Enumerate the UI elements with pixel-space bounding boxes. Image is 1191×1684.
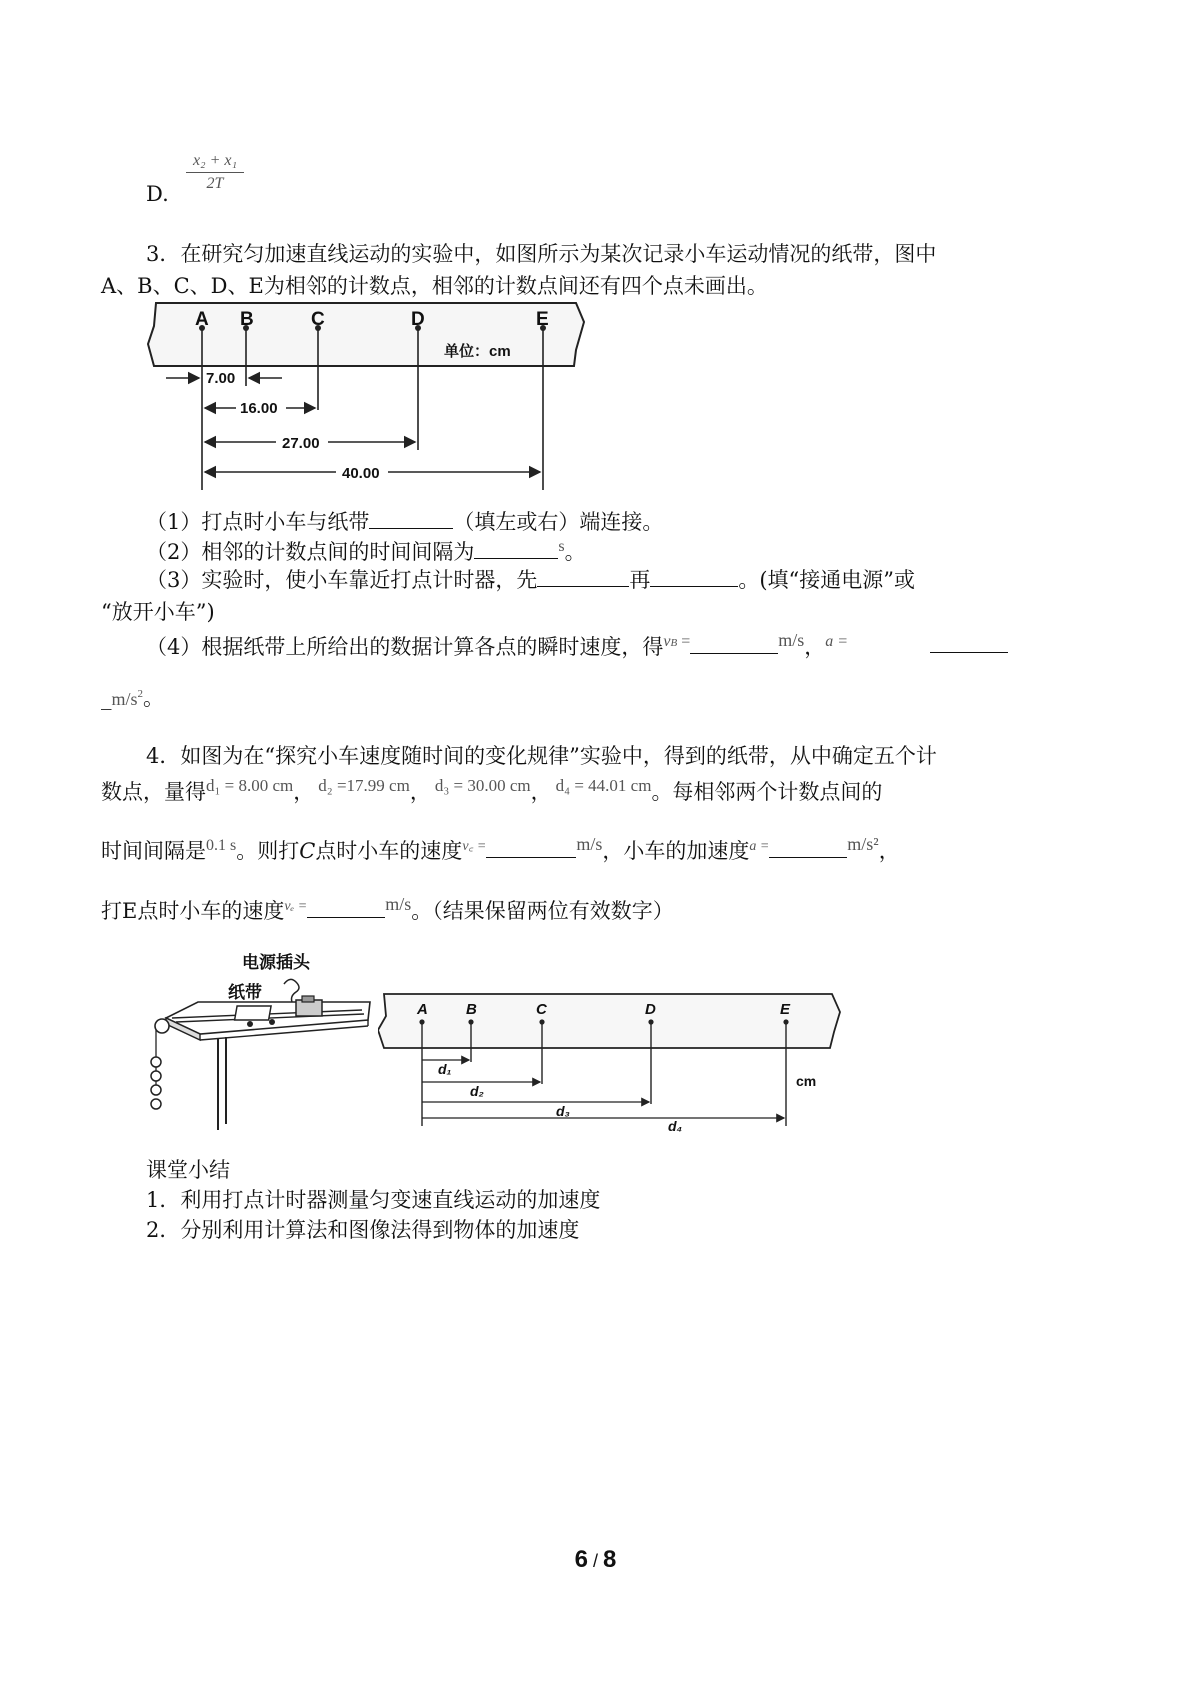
q3-sub4: （4）根据纸带上所给出的数据计算各点的瞬时速度，得$^{vB}$ = m/s，$^{a =}$: [146, 630, 849, 659]
q4-dist-d4: d₄: [668, 1118, 683, 1132]
q3-dist-ac: 16.00: [240, 400, 278, 417]
q4-d2: d₂ =17.99 cm: [318, 776, 410, 795]
summary-title: 课堂小结: [146, 1158, 230, 1182]
q3-point-a: A: [195, 309, 209, 330]
q3-point-e: E: [536, 309, 549, 330]
summary-item-2: 2．分别利用计算法和图像法得到物体的加速度: [146, 1218, 580, 1242]
q4-apparatus-figure: [146, 944, 372, 1132]
q4-a-blank[interactable]: [769, 837, 847, 858]
q3-point-c: C: [311, 309, 325, 330]
q3-sub4-a-blank[interactable]: [930, 632, 1008, 653]
q4-point-c: C: [536, 1001, 547, 1018]
q4-dist-d2: d₂: [470, 1083, 484, 1099]
q4-line4: 打E点时小车的速度$^{v_e =}$ m/s。（结果保留两位有效数字）: [101, 894, 674, 923]
q4-point-e: E: [780, 1001, 791, 1018]
q4-d1: d₁ = 8.00 cm: [206, 776, 294, 795]
q3-stem-line1: 3．在研究匀加速直线运动的实验中，如图所示为某次记录小车运动情况的纸带，图中: [146, 242, 937, 266]
q3-sub2-blank[interactable]: [474, 538, 558, 559]
q3-stem-line2: A、B、C、D、E为相邻的计数点，相邻的计数点间还有四个点未画出。: [101, 274, 768, 298]
q4-ve-blank[interactable]: [307, 897, 385, 918]
q3-sub3-blank2[interactable]: [650, 566, 738, 587]
q4-point-a: A: [417, 1001, 428, 1018]
page-number: 6 / 8: [574, 1546, 617, 1573]
q4-dist-d1: d₁: [438, 1061, 452, 1077]
q4-power-plug-label: 电源插头: [242, 953, 310, 972]
q3-sub3: （3）实验时，使小车靠近打点计时器，先 再 。(填“接通电源”或: [146, 568, 916, 592]
q4-interval: 0.1 s: [206, 837, 237, 854]
q3-sub1-blank[interactable]: [369, 508, 453, 529]
summary-item-1: 1．利用打点计时器测量匀变速直线运动的加速度: [146, 1188, 601, 1212]
q4-point-d: D: [645, 1001, 656, 1018]
fraction-numerator: x₂ + x₁: [192, 152, 238, 169]
q4-line3: 时间间隔是$^{0.1 s}$。则打C点时小车的速度$^{v꜀ =}$ m/s，小车的加速度$^{a =}$ m/s²，: [101, 834, 900, 863]
q3-dist-ae: 40.00: [342, 465, 380, 482]
q3-point-b: B: [240, 309, 254, 330]
fraction-denominator: 2T: [206, 175, 224, 192]
q4-tape-label: 纸带: [228, 983, 262, 1002]
q4-point-b: B: [466, 1001, 477, 1018]
q3-point-d: D: [411, 309, 425, 330]
option-d-fraction: [186, 152, 244, 193]
q3-sub3-blank1[interactable]: [537, 566, 629, 587]
q3-sub3-line2: “放开小车”): [101, 600, 215, 624]
q3-dist-ad: 27.00: [282, 435, 320, 452]
q4-stem-line1: 4．如图为在“探究小车速度随时间的变化规律”实验中，得到的纸带，从中确定五个计: [146, 744, 937, 768]
q3-sub2-unit: s: [558, 538, 565, 555]
q3-sub4-vb-blank[interactable]: [690, 633, 778, 654]
q4-vc-blank[interactable]: [486, 837, 576, 858]
q4-tape-figure: [378, 986, 844, 1132]
q4-stem-line2: 数点，量得$^{d_1 = 8.00 cm}$， $^{d_2 =17.99 cm}$， $^{d_3 = 30.00 cm}$， $^{d_4 = 44.01 cm}$。每相邻两个计数点间的: [101, 776, 883, 804]
q3-dist-ab: 7.00: [206, 370, 236, 387]
q4-dist-d3: d₃: [556, 1103, 570, 1119]
q4-unit-cm: cm: [796, 1073, 817, 1089]
q3-tape-figure: [146, 300, 588, 498]
option-d-label: D.: [146, 182, 169, 206]
q3-unit-label: 单位：cm: [444, 343, 511, 360]
q3-sub1: （1）打点时小车与纸带 （填左或右）端连接。: [146, 510, 664, 534]
q3-sub4-line2: $\_m/s^2$。: [101, 686, 165, 710]
q4-d4: d₄ = 44.01 cm: [555, 776, 652, 795]
q3-sub2: （2）相邻的计数点间的时间间隔为 $^s$。: [146, 538, 586, 564]
q4-d3: d₃ = 30.00 cm: [434, 776, 531, 795]
